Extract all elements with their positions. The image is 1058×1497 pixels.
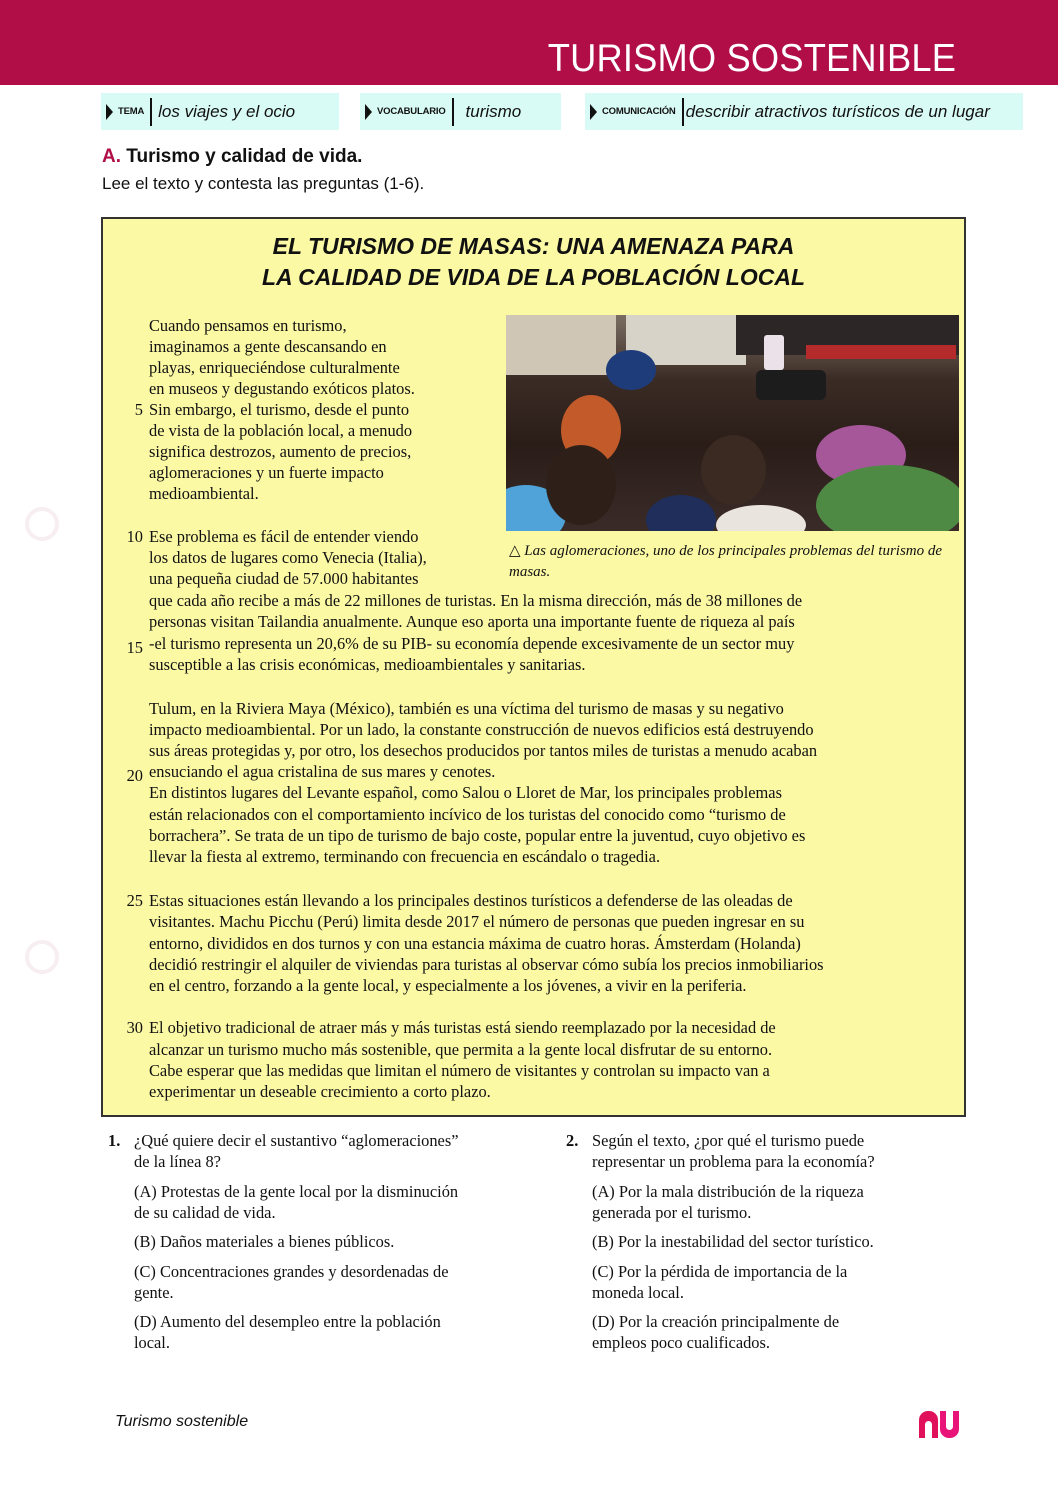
instruction-text: Lee el texto y contesta las preguntas (1-6). [102,174,425,193]
tag-label: COMUNICACIÓN [602,106,676,117]
publisher-logo-icon [919,1410,959,1438]
question-text [592,1130,992,1172]
option-text: (D) Por la creación principalmente de [592,1312,840,1331]
divider [150,98,152,126]
tag-value: describir atractivos turísticos de un lugar [685,101,990,121]
triangle-right-icon [365,104,372,120]
option-text: (C) Por la pérdida de importancia de la [592,1262,848,1281]
tag-vocabulario [360,93,561,130]
punch-hole-decoration [25,507,59,541]
article-line: ensuciando el agua cristalina de sus mares y cenotes. [149,762,496,781]
article-line: medioambiental. [149,484,259,503]
divider [452,98,454,126]
article-line: en el centro, forzando a la gente local, y especialmente a los jóvenes, a vivir en la periferia. [149,976,747,995]
article-line: que cada año recibe a más de 22 millones de turistas. En la misma dirección, más de 38 millones de [149,591,803,610]
tag-value: los viajes y el ocio [158,101,296,121]
article-line: significa destrozos, aumento de precios, [149,442,412,461]
question-text-line: de la línea 8? [134,1152,221,1171]
article-line: borrachera”. Se trata de un tipo de turismo de bajo coste, popular entre la juventud, cuyo objetivo es [149,826,806,845]
triangle-right-icon [106,104,113,120]
line-number: 20 [126,766,143,785]
article-title [103,231,964,293]
question-text-line: representar un problema para la economía? [592,1152,875,1171]
article-line: en museos y degustando exóticos platos. [149,379,415,398]
article-line: Cabe esperar que las medidas que limitan el número de visitantes y controlan su impacto van a [149,1061,770,1080]
article-title-line: EL TURISMO DE MASAS: UNA AMENAZA PARA [272,233,795,259]
option-c[interactable] [134,1261,534,1303]
tag-comunicacion [585,93,1023,130]
logo-letter-a [919,1411,938,1438]
option-text: (A) Por la mala distribución de la riqueza [592,1182,864,1201]
article-title-line: LA CALIDAD DE VIDA DE LA POBLACIÓN LOCAL [261,264,806,290]
article-line: visitantes. Machu Picchu (Perú) limita desde 2017 el número de personas que pueden ingresar en su [149,912,805,931]
option-text: moneda local. [592,1283,684,1302]
option-text: (C) Concentraciones grandes y desordenadas de [134,1262,449,1281]
article-line: Estas situaciones están llevando a los principales destinos turísticos a defenderse de las oleadas de [149,891,793,910]
tag-label: VOCABULARIO [377,106,446,117]
line-number: 5 [134,400,143,419]
article-line: Ese problema es fácil de entender viendo [149,527,419,546]
photo-caption [509,541,959,583]
question-text-line: ¿Qué quiere decir el sustantivo “aglomeraciones” [134,1131,459,1150]
article-line: una pequeña ciudad de 57.000 habitantes [149,569,419,588]
article-line: Cuando pensamos en turismo, [149,316,347,335]
article-line: están relacionados con el comportamiento incívico de los turistas del conocido como “turismo de [149,805,786,824]
article-line: alcanzar un turismo mucho más sostenible, que permita a la gente local disfrutar de su entorno. [149,1040,773,1059]
tag-label: TEMA [118,106,145,117]
tag-value: turismo [465,101,522,121]
option-text: (B) Daños materiales a bienes públicos. [134,1232,395,1251]
option-c[interactable] [592,1261,992,1303]
option-text: empleos poco cualificados. [592,1333,770,1352]
triangle-icon: △ [509,543,521,559]
option-text: generada por el turismo. [592,1203,752,1222]
article-line: Sin embargo, el turismo, desde el punto [149,400,410,419]
line-number: 10 [126,527,143,546]
article-line: los datos de lugares como Venecia (Italia), [149,548,427,567]
option-a[interactable] [134,1181,534,1223]
article-line: El objetivo tradicional de atraer más y más turistas está siendo reemplazado por la necesidad de [149,1018,776,1037]
header-band [0,0,1058,85]
line-number: 15 [126,638,143,657]
article-line: aglomeraciones y un fuerte impacto [149,463,384,482]
triangle-right-icon [590,104,597,120]
option-a[interactable] [592,1181,992,1223]
article-line: llevar la fiesta al extremo, terminando con frecuencia en escándalo o tragedia. [149,847,661,866]
article-line: imaginamos a gente descansando en [149,337,387,356]
option-b[interactable] [134,1231,534,1252]
option-text: (D) Aumento del desempleo entre la población [134,1312,441,1331]
article-line: decidió restringir el alquiler de viviendas para turistas al observar cómo subía los precios inmobiliarios [149,955,824,974]
divider [682,98,684,126]
page-title: TURISMO SOSTENIBLE [547,37,956,80]
article-line: En distintos lugares del Levante español, como Salou o Lloret de Mar, los principales problemas [149,783,782,802]
article-line: Tulum, en la Riviera Maya (México), también es una víctima del turismo de masas y su negativo [149,699,784,718]
caption-text: Las aglomeraciones, uno de los principales problemas del turismo de masas. [509,543,943,580]
option-d[interactable] [592,1311,992,1353]
tag-tema [101,93,339,130]
article-photo [506,315,959,531]
option-text: local. [134,1333,170,1352]
option-text: de su calidad de vida. [134,1203,276,1222]
option-text: gente. [134,1283,174,1302]
article-line: personas visitan Tailandia anualmente. Aunque eso aporta una importante fuente de riqueza al país [149,612,795,631]
option-text: (B) Por la inestabilidad del sector turístico. [592,1232,874,1251]
question-number: 1. [108,1131,121,1150]
article-line: playas, enriqueciéndose culturalmente [149,358,400,377]
section-heading [102,146,362,168]
question-text-line: Según el texto, ¿por qué el turismo puede [592,1131,865,1150]
article-line: -el turismo representa un 20,6% de su PIB- su economía depende excesivamente de un sector muy [149,634,795,653]
reading-box [101,217,966,1117]
section-letter: A. [102,146,121,167]
question-number: 2. [566,1131,579,1150]
article-line: de vista de la población local, a menudo [149,421,413,440]
question-text [134,1130,534,1172]
option-text: (A) Protestas de la gente local por la disminución [134,1182,459,1201]
line-number: 25 [126,891,143,910]
line-number: 30 [126,1018,143,1037]
option-b[interactable] [592,1231,992,1252]
article-line: entorno, divididos en dos turnos y con una estancia máxima de cuatro horas. Ámsterdam (Holanda) [149,934,801,953]
logo-letter-u [940,1411,959,1438]
punch-hole-decoration [25,940,59,974]
question-2 [566,1130,966,1360]
option-d[interactable] [134,1311,534,1353]
article-line: susceptible a las crisis económicas, medioambientales y sanitarias. [149,655,586,674]
question-1 [108,1130,548,1360]
footer-title: Turismo sostenible [115,1413,249,1430]
article-line: impacto medioambiental. Por un lado, la constante construcción de nuevos edificios está destruyendo [149,720,814,739]
article-line: experimentar un deseable crecimiento a corto plazo. [149,1082,491,1101]
article-line: sus áreas protegidas y, por otro, los desechos producidos por tantos miles de turistas a menudo acaban [149,741,818,760]
section-title: Turismo y calidad de vida. [126,146,363,167]
